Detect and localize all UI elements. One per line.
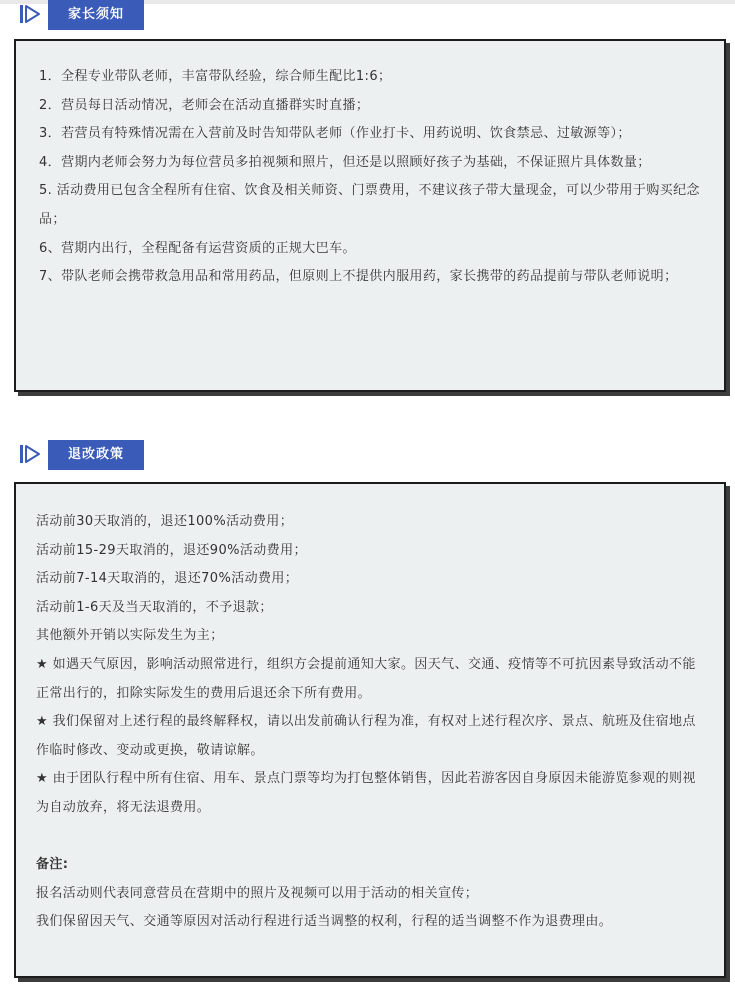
refund-box bbox=[14, 482, 726, 978]
notice-box bbox=[14, 39, 726, 392]
refund-line: ★ 我们保留对上述行程的最终解释权，请以出发前确认行程为准，有权对上述行程次序、景点、航班及住宿地点作临时修改、变动或更换，敬请谅解。 bbox=[36, 714, 696, 758]
refund-line: 活动前30天取消的，退还100%活动费用； bbox=[36, 514, 294, 529]
notice-line: 4．营期内老师会努力为每位营员多拍视频和照片，但还是以照顾好孩子为基础，不保证照片具体数量； bbox=[39, 154, 651, 170]
refund-line: ★ 如遇天气原因，影响活动照常进行，组织方会提前通知大家。因天气、交通、疫情等不可抗因素导致活动不能正常出行的，扣除实际发生的费用后退还余下所有费用。 bbox=[36, 656, 696, 701]
spacer bbox=[36, 823, 704, 852]
refund-line: 活动前1-6天及当天取消的，不予退款； bbox=[36, 599, 273, 615]
notice-line: 5. 活动费用已包含全程所有住宿、饮食及相关师资、门票费用，不建议孩子带大量现金，可以少带用于购买纪念品； bbox=[39, 183, 700, 227]
refund-line: 活动前15-29天取消的，退还90%活动费用； bbox=[36, 542, 307, 558]
notice-line: 7、带队老师会携带救急用品和常用药品，但原则上不提供内服用药，家长携带的药品提前与带队老师说明； bbox=[39, 269, 678, 285]
remark-line: 报名活动则代表同意营员在营期中的照片及视频可以用于活动的相关宣传； bbox=[36, 885, 479, 901]
notice-line: 2．营员每日活动情况，老师会在活动直播群实时直播； bbox=[39, 97, 370, 113]
refund-line: ★ 由于团队行程中所有住宿、用车、景点门票等均为打包整体销售，因此若游客因自身原因未能游览参观的则视为自动放弃，将无法退费用。 bbox=[36, 771, 696, 815]
refund-title: 退改政策 bbox=[48, 440, 144, 470]
flag-play-icon bbox=[19, 3, 41, 25]
notice-title: 家长须知 bbox=[48, 0, 144, 30]
refund-line: 活动前7-14天取消的，退还70%活动费用； bbox=[36, 571, 299, 587]
refund-line: 其他额外开销以实际发生为主； bbox=[36, 628, 224, 644]
remark-title: 备注: bbox=[36, 857, 69, 873]
notice-line: 6、营期内出行，全程配备有运营资质的正规大巴车。 bbox=[39, 240, 356, 256]
notice-line: 3．若营员有特殊情况需在入营前及时告知带队老师（作业打卡、用药说明、饮食禁忌、过敏源等）； bbox=[39, 126, 631, 142]
notice-line: 1．全程专业带队老师，丰富带队经验，综合师生配比1:6； bbox=[39, 69, 392, 84]
remark-line: 我们保留因天气、交通等原因对活动行程进行适当调整的权利，行程的适当调整不作为退费理由。 bbox=[36, 914, 613, 930]
flag-play-icon bbox=[19, 443, 41, 465]
